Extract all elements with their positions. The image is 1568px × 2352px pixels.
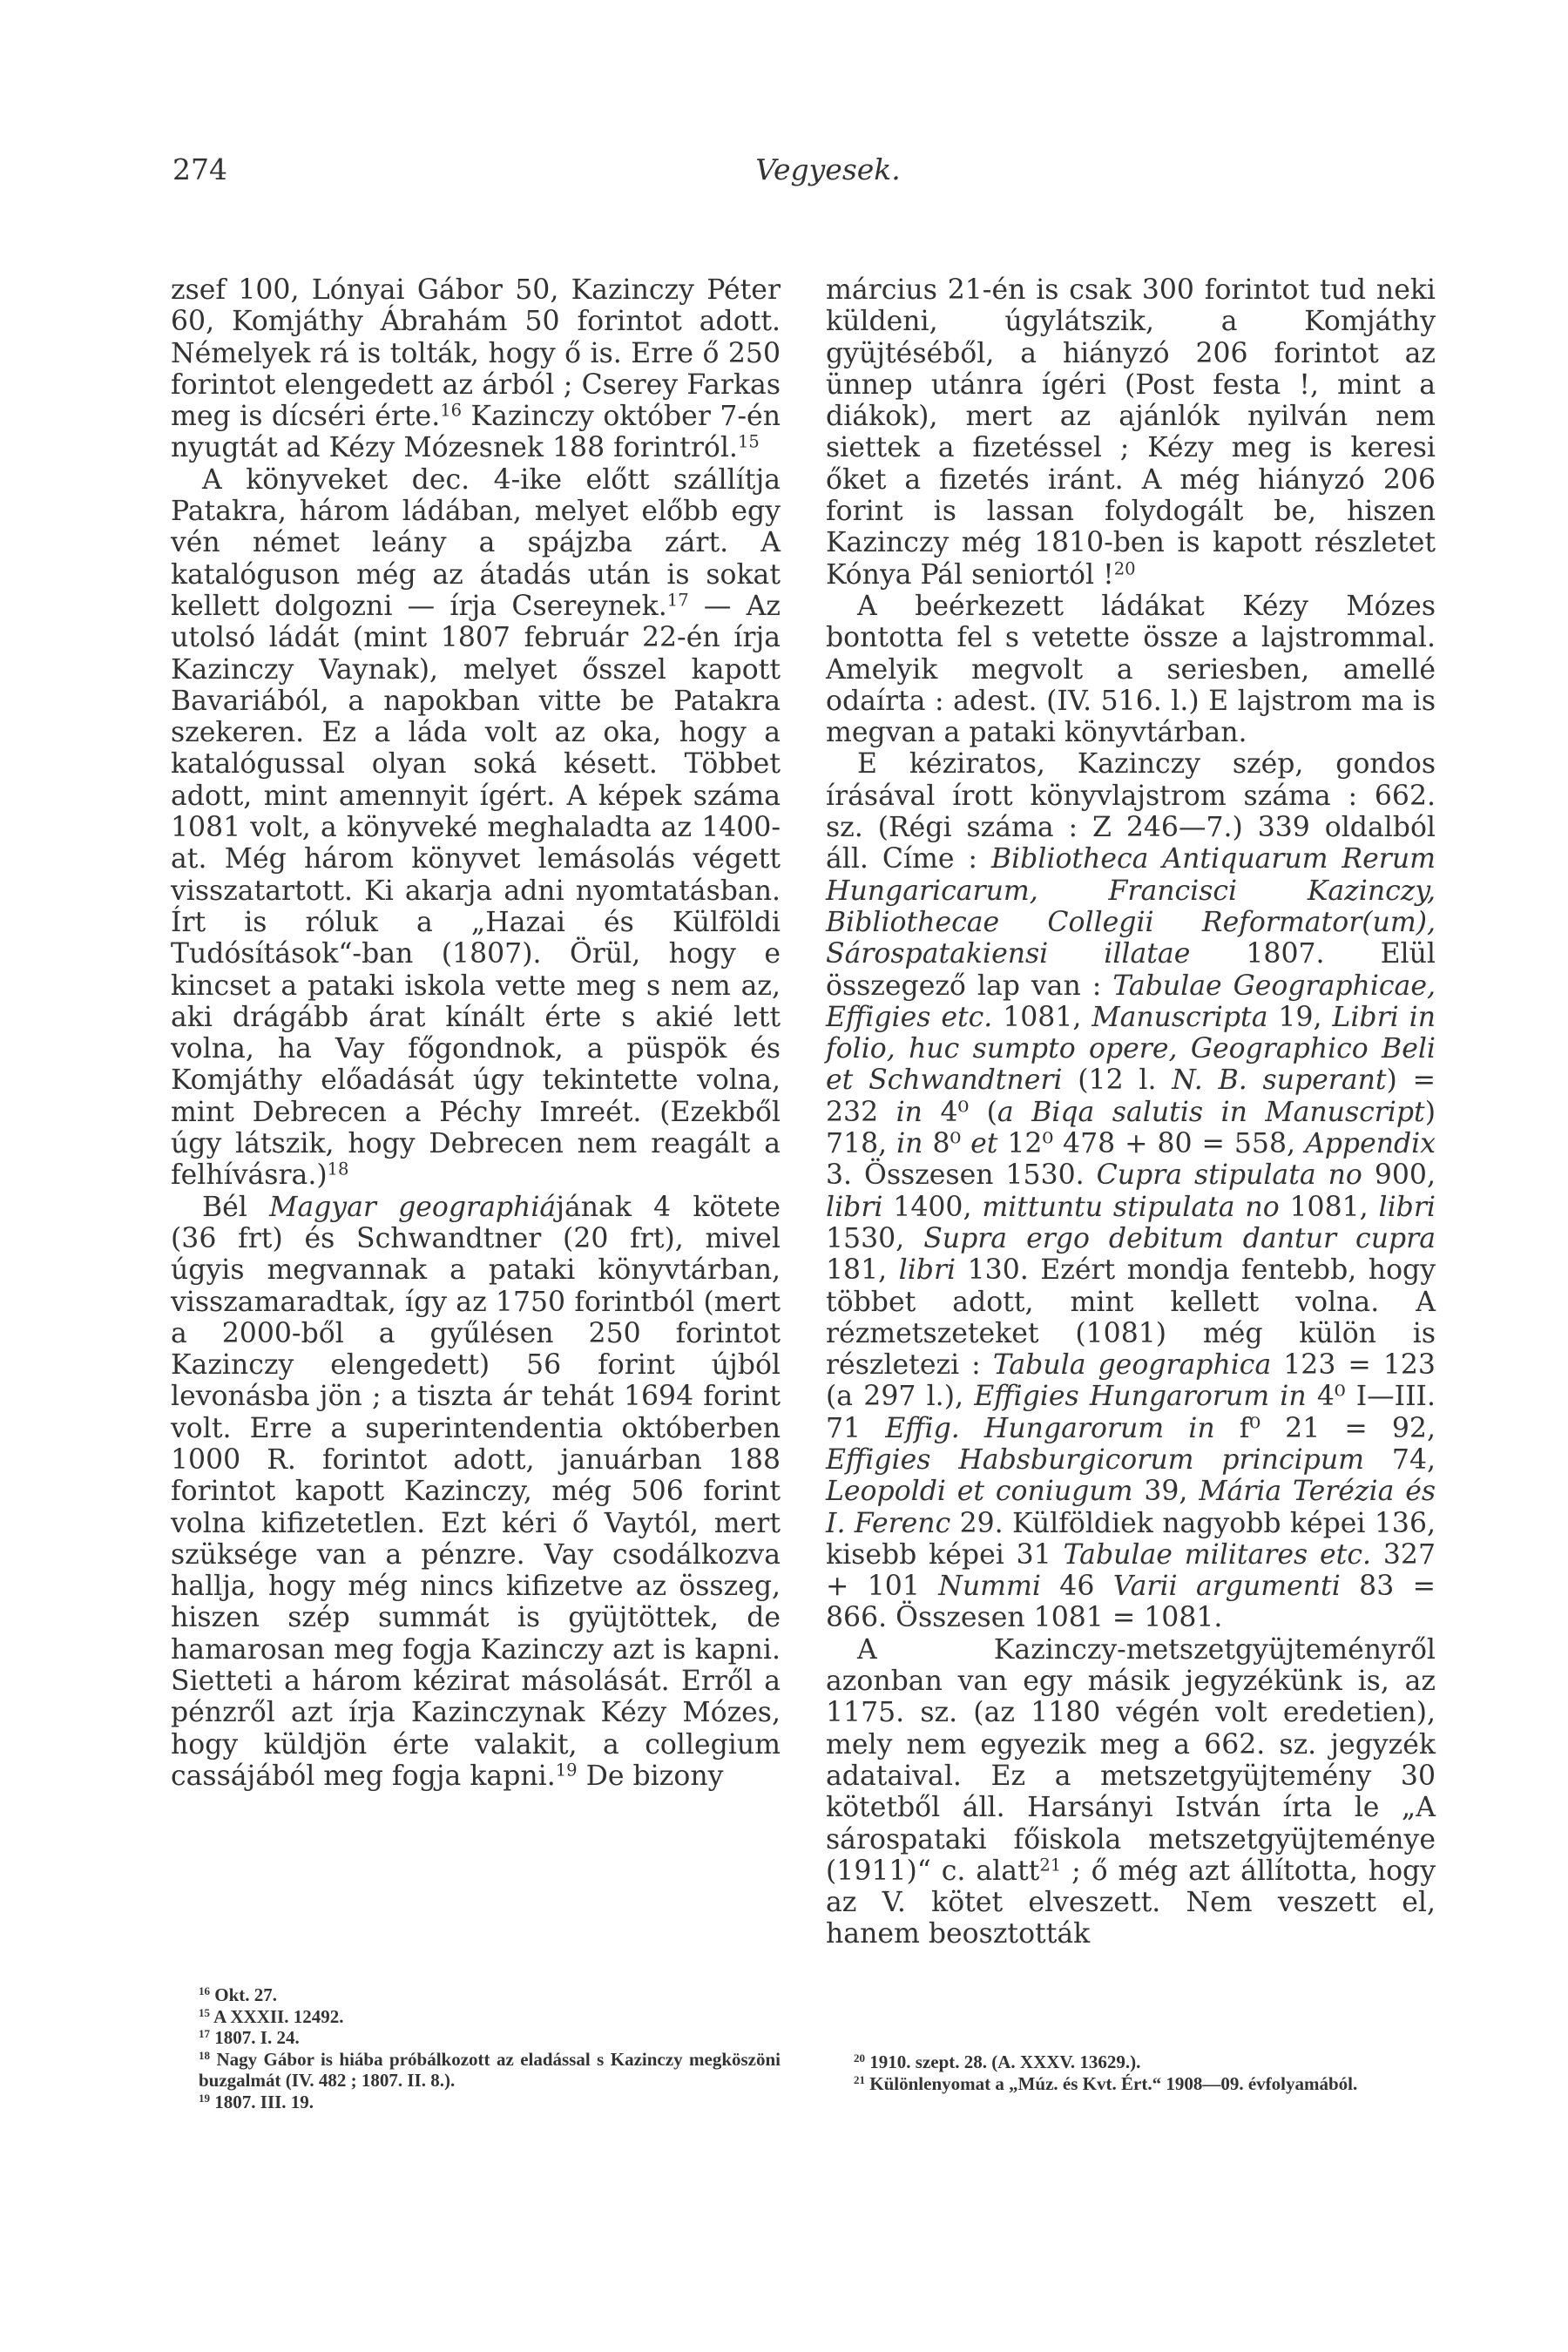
paragraph: Bél Magyar geographiájának 4 kötete (36 frt) és Schwandtner (20 frt), mivel úgyis megvannak a pataki könyvtárban, visszamaradtak, így az 1750 forintból (mert a 2000-ből a gyűlésen 250 forintot Kazinczy elengedett) 56 forint újból levonásba jön ; a tiszta ár tehát 1694 forint volt. Erre a superintendentia októberben 1000 R. forintot adott, januárban 188 forintot kapott Kazinczy, még 506 forint volna kifizetetlen. Ezt kéri ő Vaytól, mert szüksége van a pénzre. Vay csodálkozva hallja, hogy még nincs kifizetve az összeg, hiszen szép summát is gyüjtöttek, de hamarosan meg fogja Kazinczy azt is kapni. Sietteti a három kézirat másolását. Erről a pénzről azt írja Kazinczynak Kézy Mózes, hogy küldjön érte valakit, a collegium cassájából meg fogja kapni.$^{19}$ De bizony	[171, 1191, 781, 1792]
footnote: $^{17}$ 1807. I. 24.	[199, 2026, 300, 2048]
footnote: $^{15}$ A XXXII. 12492.	[199, 2005, 344, 2027]
right-column	[826, 274, 1436, 1950]
footnote: $^{20}$ 1910. szept. 28. (A. XXXV. 13629.).	[854, 2051, 1141, 2072]
paragraph: A Kazinczy-metszetgyüjteményről azonban van egy másik jegyzékünk is, az 1175. sz. (az 1180 végén volt eredetien), mely nem egyezik meg a 662. sz. jegyzék adataival. Ez a metszetgyüjtemény 30 kötetből áll. Harsányi István írta le „A sárospataki főiskola metszetgyüjteménye (1911)“ c. alatt$^{21}$ ; ő még azt állította, hogy az V. kötet elveszett. Nem veszett el, hanem beosztották	[826, 1633, 1436, 1950]
paragraph: március 21-én is csak 300 forintot tud neki küldeni, úgylátszik, a Komjáthy gyüjtéséből, a hiányzó 206 forintot az ünnep utánra ígéri (Post festa !, mint a diákok), mert az ajánlók nyilván nem siettek a fizetéssel ; Kézy meg is keresi őket a fizetés iránt. A még hiányzó 206 forint is lassan folydogált be, hiszen Kazinczy még 1810-ben is kapott részletet Kónya Pál seniortól !$^{20}$	[826, 274, 1436, 591]
paragraph: zsef 100, Lónyai Gábor 50, Kazinczy Péter 60, Komjáthy Ábrahám 50 forintot adott. Némelyek rá is tolták, hogy ő is. Erre ő 250 forintot elengedett az árból ; Cserey Farkas meg is dícséri érte.$^{16}$ Kazinczy október 7-én nyugtát ad Kézy Mózesnek 188 forintról.$^{15}$	[171, 274, 781, 464]
paragraph: E kéziratos, Kazinczy szép, gondos írásával írott könyvlajstrom száma : 662. sz. (Régi száma : Z 246—7.) 339 oldalból áll. Címe : Bibliotheca Antiquarum Rerum Hungaricarum, Francisci Kazinczy, Bibliothecae Collegii Reformator(um), Sárospatakiensi illatae 1807. Elül összegező lap van : Tabulae Geographicae, Effigies etc. 1081, Manuscripta 19, Libri in folio, huc sumpto opere, Geographico Beli et Schwandtneri (12 l. N. B. superant) = 232 in 4⁰ (a Biqa salutis in Manuscript) 718, in 8⁰ et 12⁰ 478 + 80 = 558, Appendix 3. Összesen 1530. Cupra stipulata no 900, libri 1400, mittuntu stipulata no 1081, libri 1530, Supra ergo debitum dantur cupra 181, libri 130. Ezért mondja fentebb, hogy többet adott, mint kellett volna. A rézmetszeteket (1081) még külön is részletezi : Tabula geographica 123 = 123 (a 297 l.), Effigies Hungarorum in 4⁰ I—III. 71 Effig. Hungarorum in f⁰ 21 = 92, Effigies Habsburgicorum principum 74, Leopoldi et coniugum 39, Mária Terézia és I. Ferenc 29. Külföldiek nagyobb képei 136, kisebb képei 31 Tabulae militares etc. 327 + 101 Nummi 46 Varii argumenti 83 = 866. Összesen 1081 = 1081.	[826, 748, 1436, 1634]
paragraph: A könyveket dec. 4-ike előtt szállítja Patakra, három ládában, melyet előbb egy vén német leány a spájzba zárt. A katalóguson még az átadás után is sokat kellett dolgozni — írja Csereynek.$^{17}$ — Az utolsó ládát (mint 1807 február 22-én írja Kazinczy Vaynak), melyet ősszel kapott Bavariából, a napokban vitte be Patakra szekeren. Ez a láda volt az oka, hogy a katalógussal olyan soká késett. Többet adott, mint amennyit ígért. A képek száma 1081 volt, a könyveké meghaladta az 1400-at. Még három könyvet lemásolás végett visszatartott. Ki akarja adni nyomtatásban. Írt is róluk a „Hazai és Külföldi Tudósítások“-ban (1807). Örül, hogy e kincset a pataki iskola vette meg s nem az, aki drágább árat kínált érte s akié lett volna, ha Vay főgondnok, a püspök és Komjáthy előadását úgy tekintette volna, mint Debrecen a Péchy Imreét. (Ezekből úgy látszik, hogy Debrecen nem reagált a felhívásra.)$^{18}$	[171, 463, 781, 1192]
footnotes-right	[826, 2051, 1436, 2094]
footnote: $^{18}$ Nagy Gábor is hiába próbálkozott az eladással s Kazinczy megköszöni buzgalmát (IV. 482 ; 1807. II. 8.).	[199, 2048, 781, 2091]
footnote: $^{19}$ 1807. III. 19.	[199, 2091, 314, 2112]
footnote: $^{21}$ Különlenyomat a „Múz. és Kvt. Ért.“ 1908—09. évfolyamából.	[854, 2072, 1358, 2094]
footnote: $^{16}$ Okt. 27.	[199, 1984, 278, 2005]
footnotes-left	[199, 1984, 781, 2112]
running-title: Vegyesek.	[755, 152, 901, 186]
paragraph: A beérkezett ládákat Kézy Mózes bontotta fel s vetette össze a lajstrommal. Amelyik megvolt a seriesben, amellé odaírta : adest. (IV. 516. l.) E lajstrom ma is megvan a pataki könyvtárban.	[826, 590, 1436, 749]
left-column	[171, 274, 781, 1792]
page-header	[172, 148, 1484, 192]
page-number: 274	[172, 152, 227, 186]
